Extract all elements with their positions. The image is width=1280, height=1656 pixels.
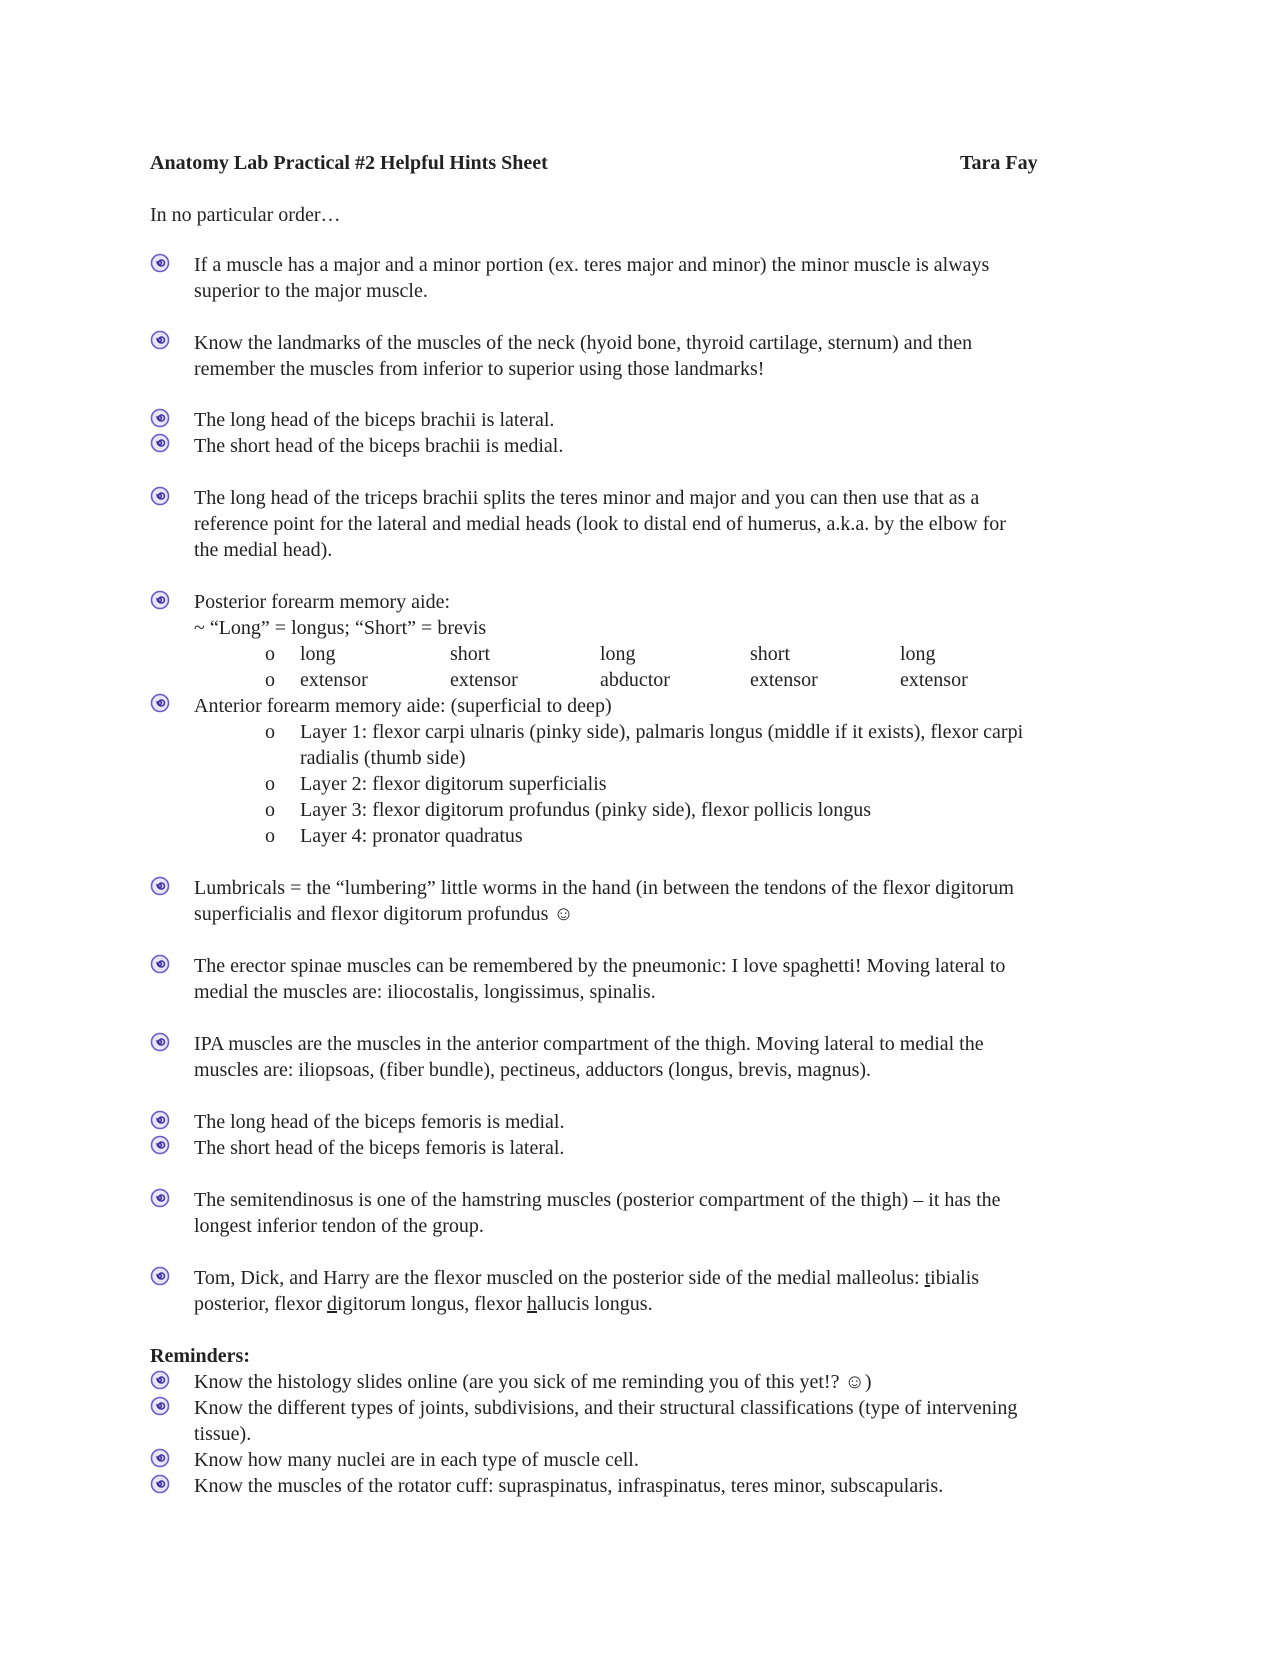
table-cell: extensor: [450, 669, 518, 691]
spiral-bullet-icon: [150, 1188, 170, 1208]
spiral-bullet-icon: [150, 1396, 170, 1416]
hint-text: posterior, flexor: [194, 1293, 328, 1315]
spiral-bullet-icon: [150, 693, 170, 713]
layer-line: radialis (thumb side): [300, 747, 466, 769]
table-cell: long: [600, 643, 636, 665]
hint-text: ibialis: [930, 1267, 980, 1289]
spiral-bullet-icon: [150, 1135, 170, 1155]
mnemonic-letter: d: [327, 1293, 338, 1315]
table-cell: extensor: [300, 669, 368, 691]
list-marker: o: [265, 669, 275, 691]
hint-line: The short head of the biceps brachii is medial.: [194, 435, 564, 457]
table-cell: short: [450, 643, 490, 665]
spiral-bullet-icon: [150, 330, 170, 350]
hint-line: medial the muscles are: iliocostalis, longissimus, spinalis.: [194, 981, 656, 1003]
reminder-line: Know the histology slides online (are you sick of me reminding you of this yet!? ☺): [194, 1371, 872, 1393]
reminder-line: tissue).: [194, 1423, 252, 1445]
hint-line: The long head of the biceps brachii is lateral.: [194, 409, 555, 431]
document-author: Tara Fay: [960, 152, 1038, 174]
hint-line: The long head of the biceps femoris is medial.: [194, 1111, 565, 1133]
hint-line: Know the landmarks of the muscles of the neck (hyoid bone, thyroid cartilage, sternum) and then: [194, 332, 973, 354]
hint-line: If a muscle has a major and a minor portion (ex. teres major and minor) the minor muscle is always: [194, 254, 990, 276]
table-cell: extensor: [750, 669, 818, 691]
list-marker: o: [265, 773, 275, 795]
hint-line: superficialis and flexor digitorum profundus ☺: [194, 903, 574, 925]
hint-line: superior to the major muscle.: [194, 280, 428, 302]
hint-line: The semitendinosus is one of the hamstring muscles (posterior compartment of the thigh) – it has the: [194, 1189, 1001, 1211]
hint-line: IPA muscles are the muscles in the anterior compartment of the thigh. Moving lateral to medial the: [194, 1033, 984, 1055]
intro-text: In no particular order…: [150, 204, 341, 226]
mnemonic-letter: t: [924, 1267, 931, 1289]
document-title: Anatomy Lab Practical #2 Helpful Hints Sheet: [150, 152, 548, 174]
hint-text: igitorum longus, flexor: [337, 1293, 528, 1315]
table-cell: long: [900, 643, 936, 665]
list-marker: o: [265, 825, 275, 847]
list-marker: o: [265, 799, 275, 821]
hint-line: The long head of the triceps brachii splits the teres minor and major and you can then use that as a: [194, 487, 980, 509]
hint-line: Posterior forearm memory aide:: [194, 591, 451, 613]
spiral-bullet-icon: [150, 486, 170, 506]
hint-line: The erector spinae muscles can be remembered by the pneumonic: I love spaghetti! Moving lateral to: [194, 955, 1006, 977]
hint-line: Lumbricals = the “lumbering” little worms in the hand (in between the tendons of the flexor digitorum: [194, 877, 1014, 899]
reminder-line: Know the different types of joints, subdivisions, and their structural classifications (type of intervening: [194, 1397, 1018, 1419]
spiral-bullet-icon: [150, 876, 170, 896]
list-marker: o: [265, 643, 275, 665]
layer-line: Layer 2: flexor digitorum superficialis: [300, 773, 607, 795]
hint-line: ~ “Long” = longus; “Short” = brevis: [194, 617, 487, 639]
table-cell: short: [750, 643, 790, 665]
spiral-bullet-icon: [150, 1032, 170, 1052]
layer-line: Layer 1: flexor carpi ulnaris (pinky side), palmaris longus (middle if it exists), flexor carpi: [300, 721, 1024, 743]
layer-line: Layer 4: pronator quadratus: [300, 825, 523, 847]
hint-line: the medial head).: [194, 539, 333, 561]
spiral-bullet-icon: [150, 1110, 170, 1130]
spiral-bullet-icon: [150, 1474, 170, 1494]
spiral-bullet-icon: [150, 590, 170, 610]
hint-text: Tom, Dick, and Harry are the flexor muscled on the posterior side of the medial malleolus:: [194, 1267, 925, 1289]
layer-line: Layer 3: flexor digitorum profundus (pinky side), flexor pollicis longus: [300, 799, 872, 821]
reminders-heading: Reminders:: [150, 1345, 250, 1367]
spiral-bullet-icon: [150, 253, 170, 273]
reminder-line: Know how many nuclei are in each type of muscle cell.: [194, 1449, 639, 1471]
table-cell: abductor: [600, 669, 670, 691]
spiral-bullet-icon: [150, 1370, 170, 1390]
hint-line: The short head of the biceps femoris is lateral.: [194, 1137, 565, 1159]
spiral-bullet-icon: [150, 954, 170, 974]
hint-line: Anterior forearm memory aide: (superficial to deep): [194, 695, 612, 717]
hint-line: [194, 1291, 653, 1317]
reminder-line: Know the muscles of the rotator cuff: supraspinatus, infraspinatus, teres minor, subscapularis.: [194, 1475, 944, 1497]
table-cell: long: [300, 643, 336, 665]
hint-line: [194, 1265, 979, 1291]
table-cell: extensor: [900, 669, 968, 691]
hint-text: allucis longus.: [537, 1293, 653, 1315]
hint-line: longest inferior tendon of the group.: [194, 1215, 484, 1237]
hint-line: remember the muscles from inferior to superior using those landmarks!: [194, 358, 765, 380]
spiral-bullet-icon: [150, 1266, 170, 1286]
list-marker: o: [265, 721, 275, 743]
hint-line: reference point for the lateral and medial heads (look to distal end of humerus, a.k.a. by the elbow for: [194, 513, 1006, 535]
spiral-bullet-icon: [150, 1448, 170, 1468]
hint-line: muscles are: iliopsoas, (fiber bundle), pectineus, adductors (longus, brevis, magnus).: [194, 1059, 872, 1081]
spiral-bullet-icon: [150, 433, 170, 453]
spiral-bullet-icon: [150, 408, 170, 428]
mnemonic-letter: h: [527, 1293, 538, 1315]
